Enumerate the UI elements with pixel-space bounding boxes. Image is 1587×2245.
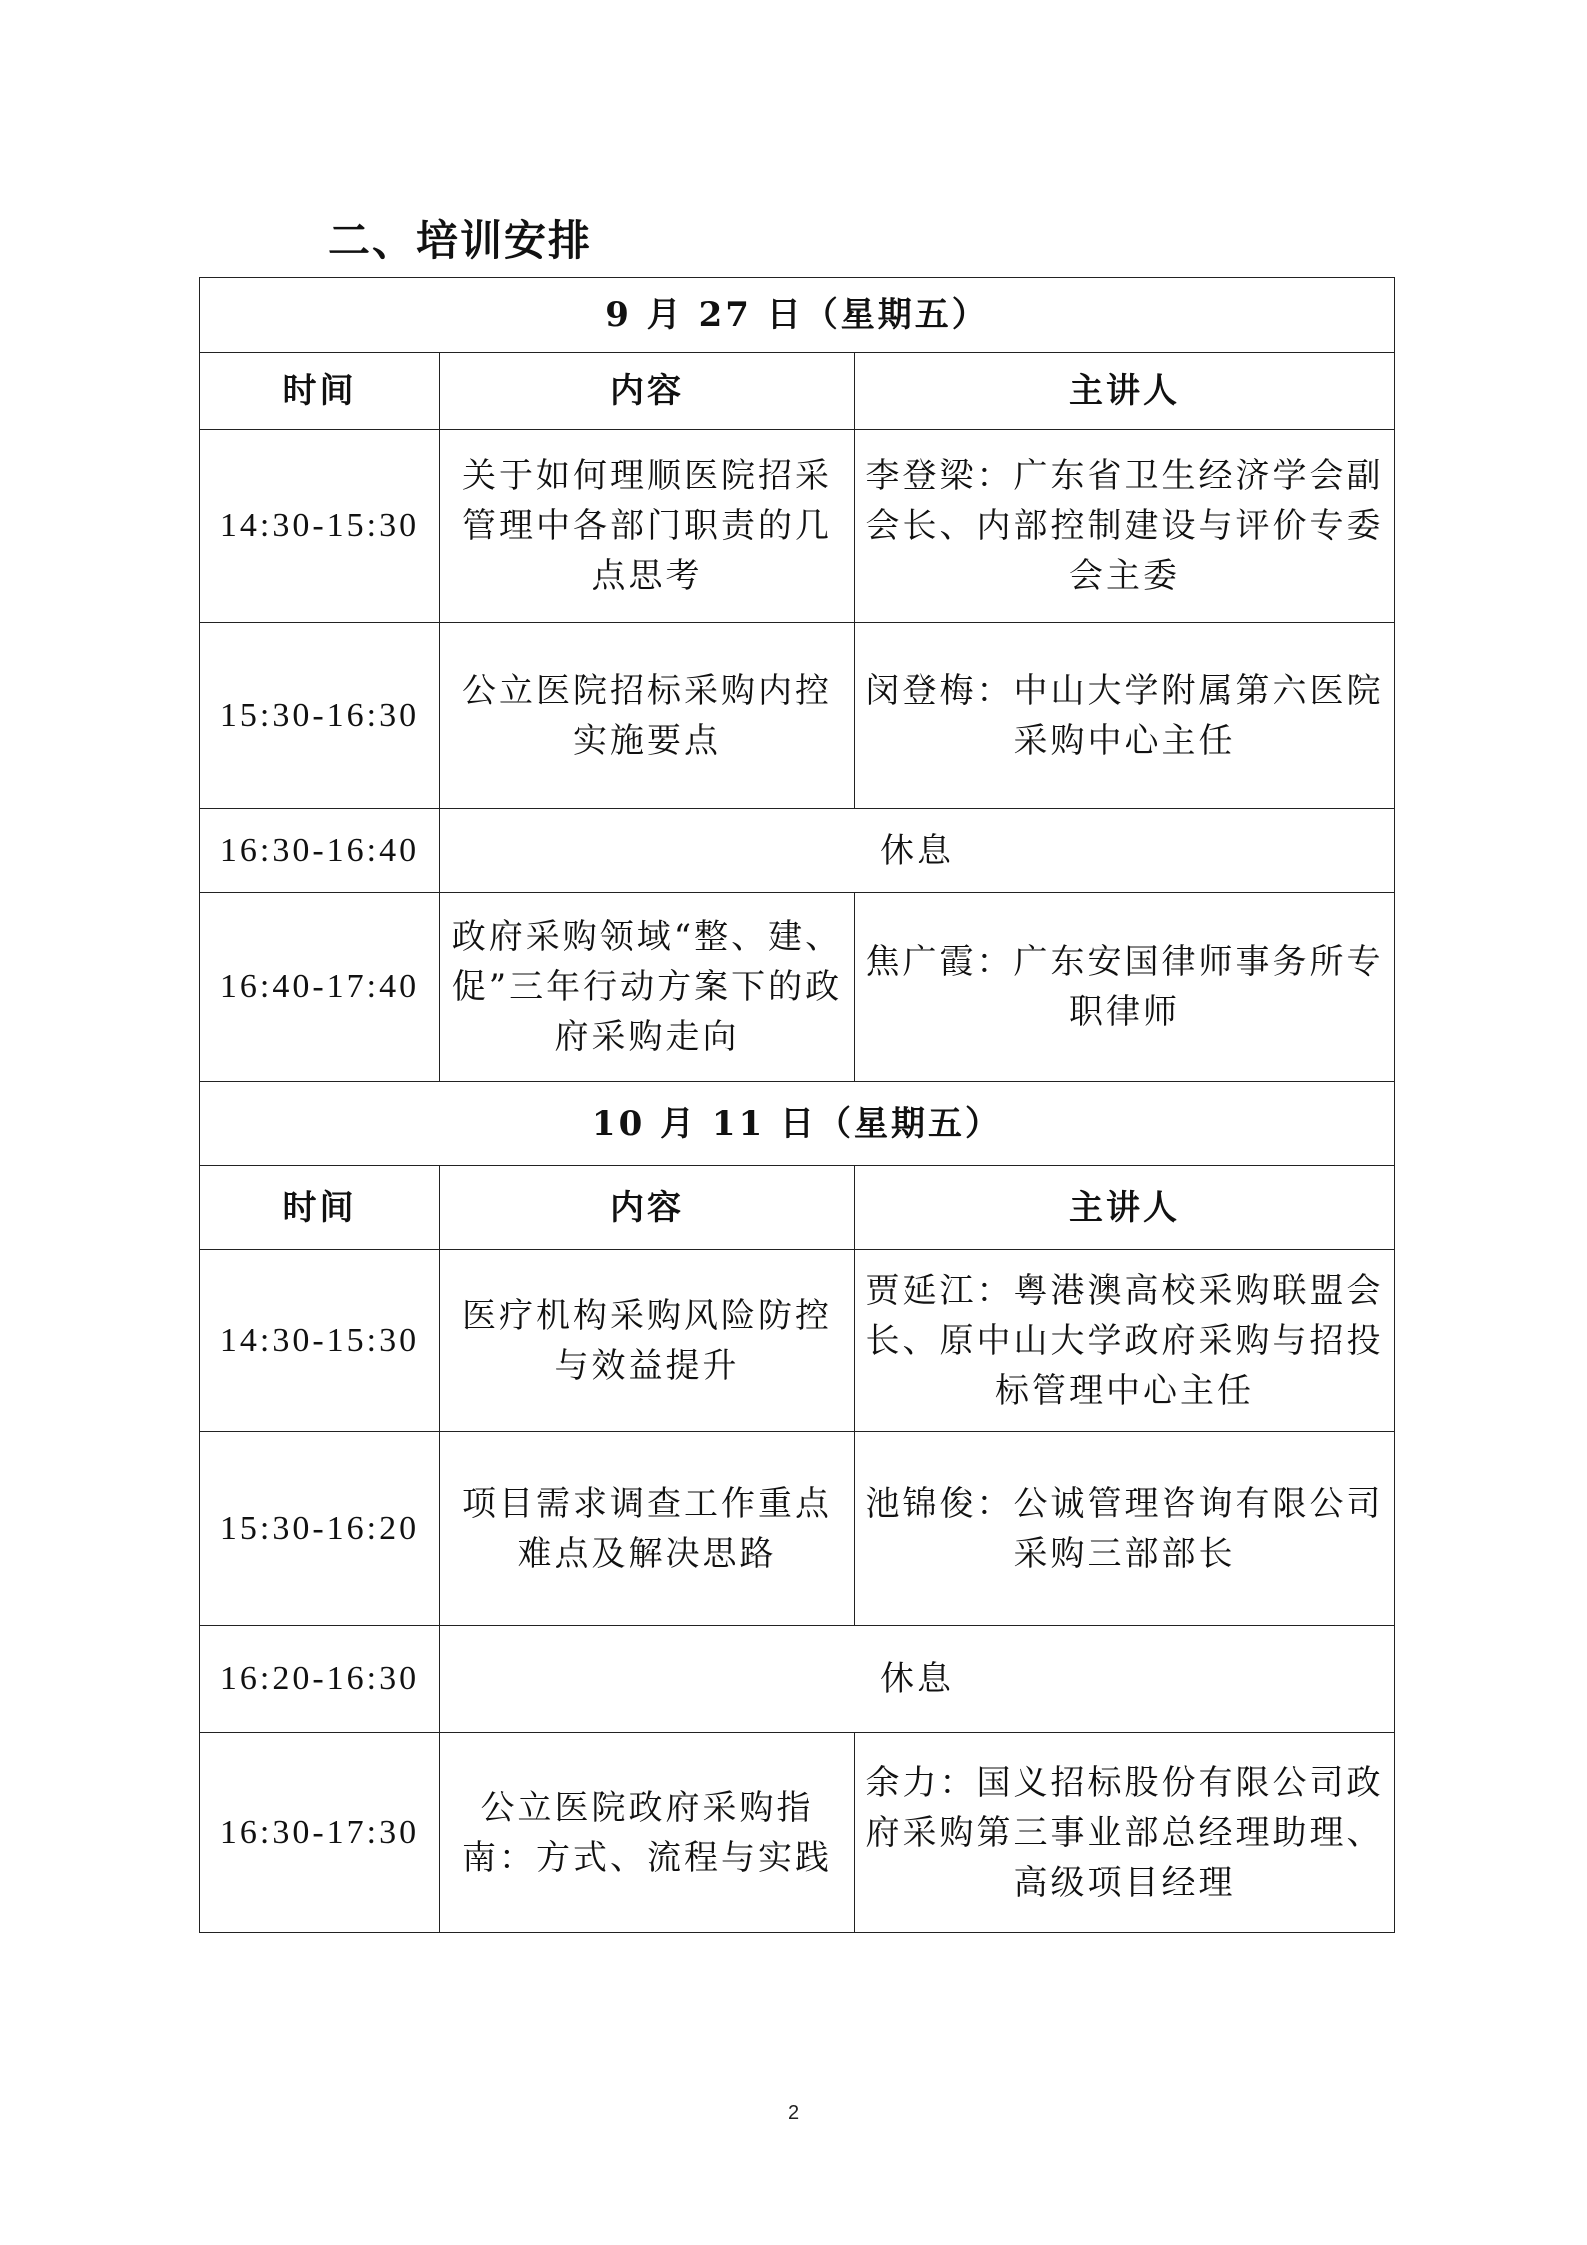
session-speaker: 李登梁：广东省卫生经济学会副会长、内部控制建设与评价专委会主委	[855, 430, 1395, 623]
session-time: 15:30-16:30	[200, 623, 440, 809]
session-speaker: 贾延江：粤港澳高校采购联盟会长、原中山大学政府采购与招投标管理中心主任	[855, 1250, 1395, 1432]
page-number: 2	[787, 2102, 800, 2124]
column-header-speaker: 主讲人	[855, 353, 1395, 430]
session-row	[200, 623, 1395, 809]
session-row	[200, 893, 1395, 1082]
session-time: 14:30-15:30	[200, 430, 440, 623]
break-row	[200, 809, 1395, 893]
day-date: 10 月 11 日（星期五）	[200, 1082, 1395, 1166]
session-row	[200, 430, 1395, 623]
day-date: 9 月 27 日（星期五）	[200, 278, 1395, 353]
break-label: 休息	[440, 809, 1395, 893]
break-time: 16:30-16:40	[200, 809, 440, 893]
column-header-row	[200, 353, 1395, 430]
session-row	[200, 1250, 1395, 1432]
day-header-row	[200, 1082, 1395, 1166]
session-topic: 医疗机构采购风险防控与效益提升	[440, 1250, 855, 1432]
column-header-speaker: 主讲人	[855, 1166, 1395, 1250]
break-time: 16:20-16:30	[200, 1626, 440, 1733]
session-row	[200, 1432, 1395, 1626]
column-header-content: 内容	[440, 353, 855, 430]
session-time: 14:30-15:30	[200, 1250, 440, 1432]
break-row	[200, 1626, 1395, 1733]
session-speaker: 焦广霞：广东安国律师事务所专职律师	[855, 893, 1395, 1082]
session-topic: 政府采购领域“整、建、促”三年行动方案下的政府采购走向	[440, 893, 855, 1082]
session-topic: 公立医院政府采购指南：方式、流程与实践	[440, 1733, 855, 1933]
session-topic: 项目需求调查工作重点难点及解决思路	[440, 1432, 855, 1626]
session-speaker: 闵登梅：中山大学附属第六医院采购中心主任	[855, 623, 1395, 809]
column-header-time: 时间	[200, 353, 440, 430]
session-topic: 公立医院招标采购内控实施要点	[440, 623, 855, 809]
session-speaker: 余力：国义招标股份有限公司政府采购第三事业部总经理助理、高级项目经理	[855, 1733, 1395, 1933]
session-time: 15:30-16:20	[200, 1432, 440, 1626]
session-row	[200, 1733, 1395, 1933]
column-header-row	[200, 1166, 1395, 1250]
session-time: 16:30-17:30	[200, 1733, 440, 1933]
session-topic: 关于如何理顺医院招采管理中各部门职责的几点思考	[440, 430, 855, 623]
session-speaker: 池锦俊：公诚管理咨询有限公司采购三部部长	[855, 1432, 1395, 1626]
break-label: 休息	[440, 1626, 1395, 1733]
session-time: 16:40-17:40	[200, 893, 440, 1082]
section-title: 二、培训安排	[328, 216, 593, 265]
column-header-content: 内容	[440, 1166, 855, 1250]
training-schedule-table	[199, 277, 1395, 1933]
day-header-row	[200, 278, 1395, 353]
column-header-time: 时间	[200, 1166, 440, 1250]
